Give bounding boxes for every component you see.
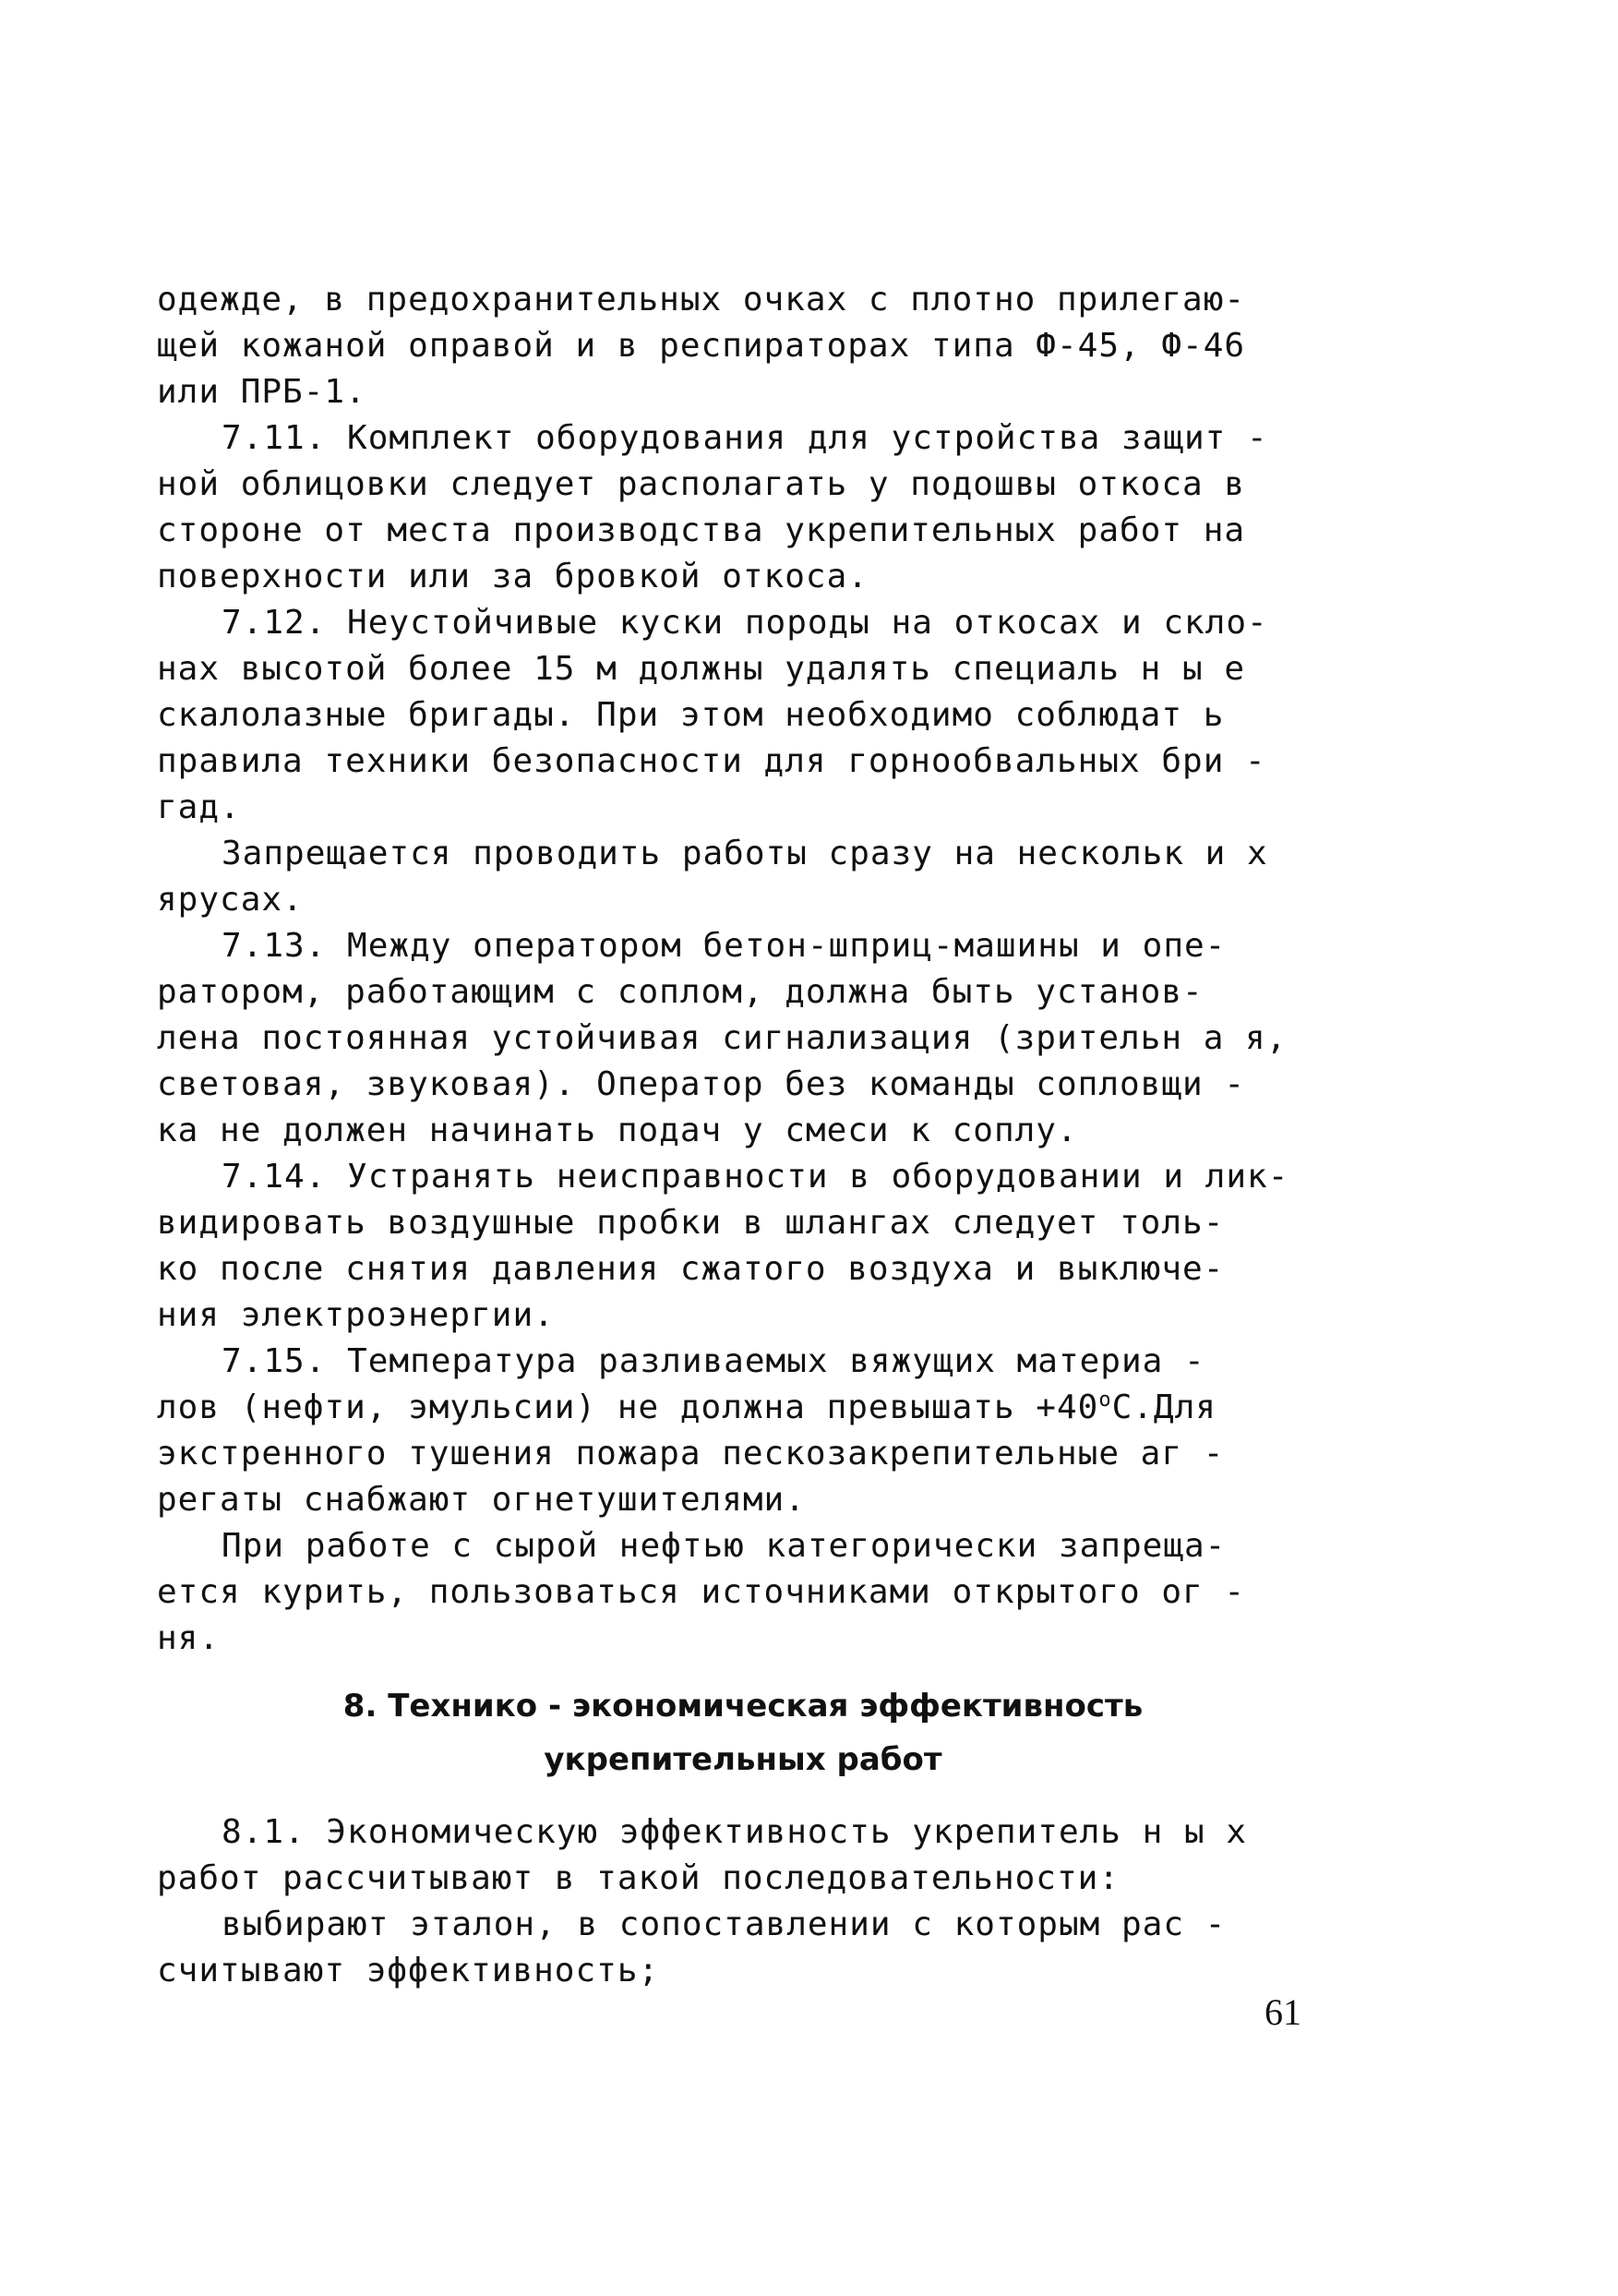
- section-8-heading-line-1: 8. Технико - экономическая эффективность: [342, 1688, 1144, 1725]
- body-text-section-7: [157, 277, 1329, 1662]
- text-line: ка не должен начинать подач у смеси к соплу.: [157, 1112, 1078, 1149]
- degree-mark: о: [1098, 1388, 1112, 1412]
- text-line: экстренного тушения пожара пескозакрепительные аг -: [157, 1435, 1225, 1473]
- paragraph-prohibition-line: Запрещается проводить работы сразу на нескольк и х: [222, 835, 1268, 872]
- text-line: видировать воздушные пробки в шлангах следует толь-: [157, 1204, 1225, 1242]
- text-line: стороне от места производства укрепительных работ на: [157, 511, 1246, 549]
- paragraph-7-13-line: 7.13. Между оператором бетон-шприц-машины и опе-: [222, 927, 1227, 965]
- text-line: ратором, работающим с соплом, должна быть установ-: [157, 973, 1204, 1011]
- text-line: выбирают эталон, в сопоставлении с которым рас -: [222, 1905, 1227, 1943]
- text-line: ко после снятия давления сжатого воздуха и выключе-: [157, 1250, 1225, 1288]
- text-line: работ рассчитывают в такой последовательности:: [157, 1859, 1120, 1897]
- text-line: одежде, в предохранительных очках с плотно прилегаю-: [157, 281, 1246, 319]
- text-line: считывают эффективность;: [157, 1952, 660, 1989]
- temperature-tail: С.Для: [1111, 1388, 1216, 1426]
- paragraph-7-15-line: 7.15. Температура разливаемых вяжущих материа -: [222, 1342, 1205, 1380]
- paragraph-7-12-line: 7.12. Неустойчивые куски породы на откосах и скло-: [222, 604, 1268, 642]
- paragraph-8-1-line: 8.1. Экономическую эффективность укрепитель н ы х: [222, 1813, 1248, 1851]
- body-text-section-8: [157, 1809, 1329, 1994]
- text-line: поверхности или за бровкой откоса.: [157, 558, 869, 595]
- section-8-heading-line-2: укрепительных работ: [544, 1741, 942, 1778]
- text-line: ется курить, пользоваться источниками открытого ог -: [157, 1573, 1246, 1611]
- text-line: ярусах.: [157, 881, 304, 919]
- paragraph-crude-oil-line: При работе с сырой нефтью категорически запреща-: [222, 1527, 1227, 1565]
- temperature-text: лов (нефти, эмульсии) не должна превышать +40: [157, 1388, 1099, 1426]
- text-line: световая, звуковая). Оператор без команды сопловщи -: [157, 1065, 1246, 1103]
- text-line: скалолазные бригады. При этом необходимо соблюдат ь: [157, 696, 1225, 734]
- text-line: регаты снабжают огнетушителями.: [157, 1481, 806, 1519]
- text-line-temperature: [157, 1385, 1329, 1431]
- text-line: нах высотой более 15 м должны удалять специаль н ы е: [157, 650, 1246, 688]
- paragraph-7-14-line: 7.14. Устранять неисправности в оборудовании и лик-: [222, 1158, 1289, 1196]
- text-line: щей кожаной оправой и в респираторах типа Ф-45, Ф-46: [157, 327, 1246, 365]
- text-line: правила техники безопасности для горнообвальных бри -: [157, 742, 1266, 780]
- paragraph-7-11-line: 7.11. Комплект оборудования для устройства защит -: [222, 419, 1268, 457]
- text-line: ной облицовки следует располагать у подошвы откоса в: [157, 465, 1246, 503]
- text-line: гад.: [157, 788, 241, 826]
- text-line: ня.: [157, 1619, 221, 1657]
- page-number: 61: [1264, 1991, 1301, 2033]
- text-line: или ПРБ-1.: [157, 373, 366, 411]
- text-line: ния электроэнергии.: [157, 1296, 555, 1334]
- text-line: лена постоянная устойчивая сигнализация (зрительн а я,: [157, 1019, 1288, 1057]
